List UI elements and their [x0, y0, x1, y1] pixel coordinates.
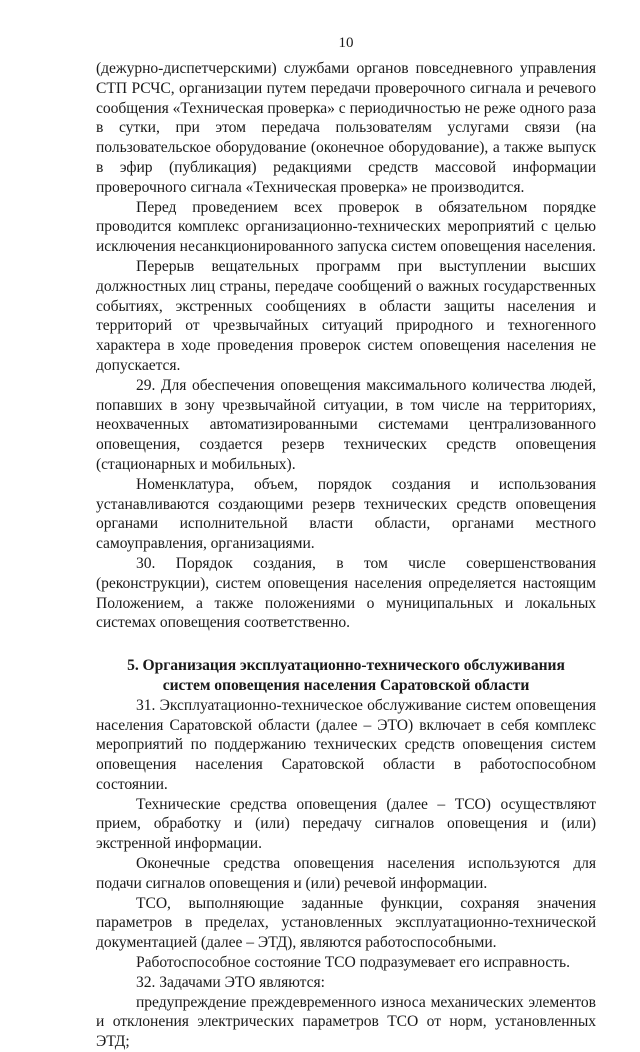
- paragraph-prevention: предупреждение преждевременного износа механических элементов и отклонения электрических параметров ТСО от норм, установленных ЭТД;: [96, 993, 596, 1051]
- paragraph-nomenclature: Номенклатура, объем, порядок создания и использования устанавливаются создающими резерв технических средств оповещения органами исполнительной власти области, органами местного самоуправления, организациями.: [96, 475, 596, 553]
- paragraph-tso: Технические средства оповещения (далее – ТСО) осуществляют прием, обработку и (или) передачу сигналов оповещения и (или) экстренной информации.: [96, 795, 596, 853]
- body-after-section: [96, 696, 596, 1052]
- paragraph-30: 30. Порядок создания, в том числе совершенствования (реконструкции), систем оповещения населения определяется настоящим Положением, а также положениями о муниципальных и локальных системах оповещения соответственно.: [96, 554, 596, 632]
- paragraph-continuation: (дежурно-диспетчерскими) службами органов повседневного управления СТП РСЧС, организации путем передачи проверочного сигнала и речевого сообщения «Техническая проверка» с периодичностью не реже одного раза в сутки, при этом передача пользователям услугами связи (на пользовательское оборудование (оконечное оборудование), а также выпуск в эфир (публикация) редакциями средств массовой информации проверочного сигнала «Техническая проверка» не производится.: [96, 60, 596, 196]
- paragraph-tso-functions: ТСО, выполняющие заданные функции, сохраняя значения параметров в пределах, установленных эксплуатационно-технической документацией (далее – ЭТД), являются работоспособными.: [96, 894, 596, 952]
- paragraph-terminal-devices: Оконечные средства оповещения населения используются для подачи сигналов оповещения и (или) речевой информации.: [96, 855, 596, 892]
- paragraph-interruption: Перерыв вещательных программ при выступлении высших должностных лиц страны, передаче сообщений о важных государственных событиях, экстренных сообщениях в области защиты населения и территорий от чрезвычайных ситуаций природного и техногенного характера в ходе проведения проверок систем оповещения населения не допускается.: [96, 257, 596, 374]
- paragraph-29: 29. Для обеспечения оповещения максимального количества людей, попавших в зону чрезвычайной ситуации, в том числе на территориях, неохваченных автоматизированными системами централизованного оповещения, создается резерв технических средств оповещения (стационарных и мобильных).: [96, 376, 596, 473]
- section-heading-line-2: систем оповещения населения Саратовской области: [162, 676, 530, 694]
- paragraph-before-checks: Перед проведением всех проверок в обязательном порядке проводится комплекс организационно-технических мероприятий с целью исключения несанкционированного запуска систем оповещения населения.: [96, 198, 596, 256]
- paragraph-operable-state: Работоспособное состояние ТСО подразумевает его исправность.: [136, 954, 570, 972]
- body-before-section: [96, 59, 596, 633]
- paragraph-32: 32. Задачами ЭТО являются:: [136, 973, 325, 991]
- section-heading-line-1: 5. Организация эксплуатационно-технического обслуживания: [127, 657, 565, 675]
- document-page: [96, 34, 596, 1052]
- section-heading: [96, 656, 596, 696]
- paragraph-31: 31. Эксплуатационно-техническое обслуживание систем оповещения населения Саратовской области (далее – ЭТО) включает в себя комплекс мероприятий по поддержанию технических средств оповещения систем оповещения населения Саратовской области в работоспособном состоянии.: [96, 696, 596, 793]
- page-number: 10: [338, 35, 354, 51]
